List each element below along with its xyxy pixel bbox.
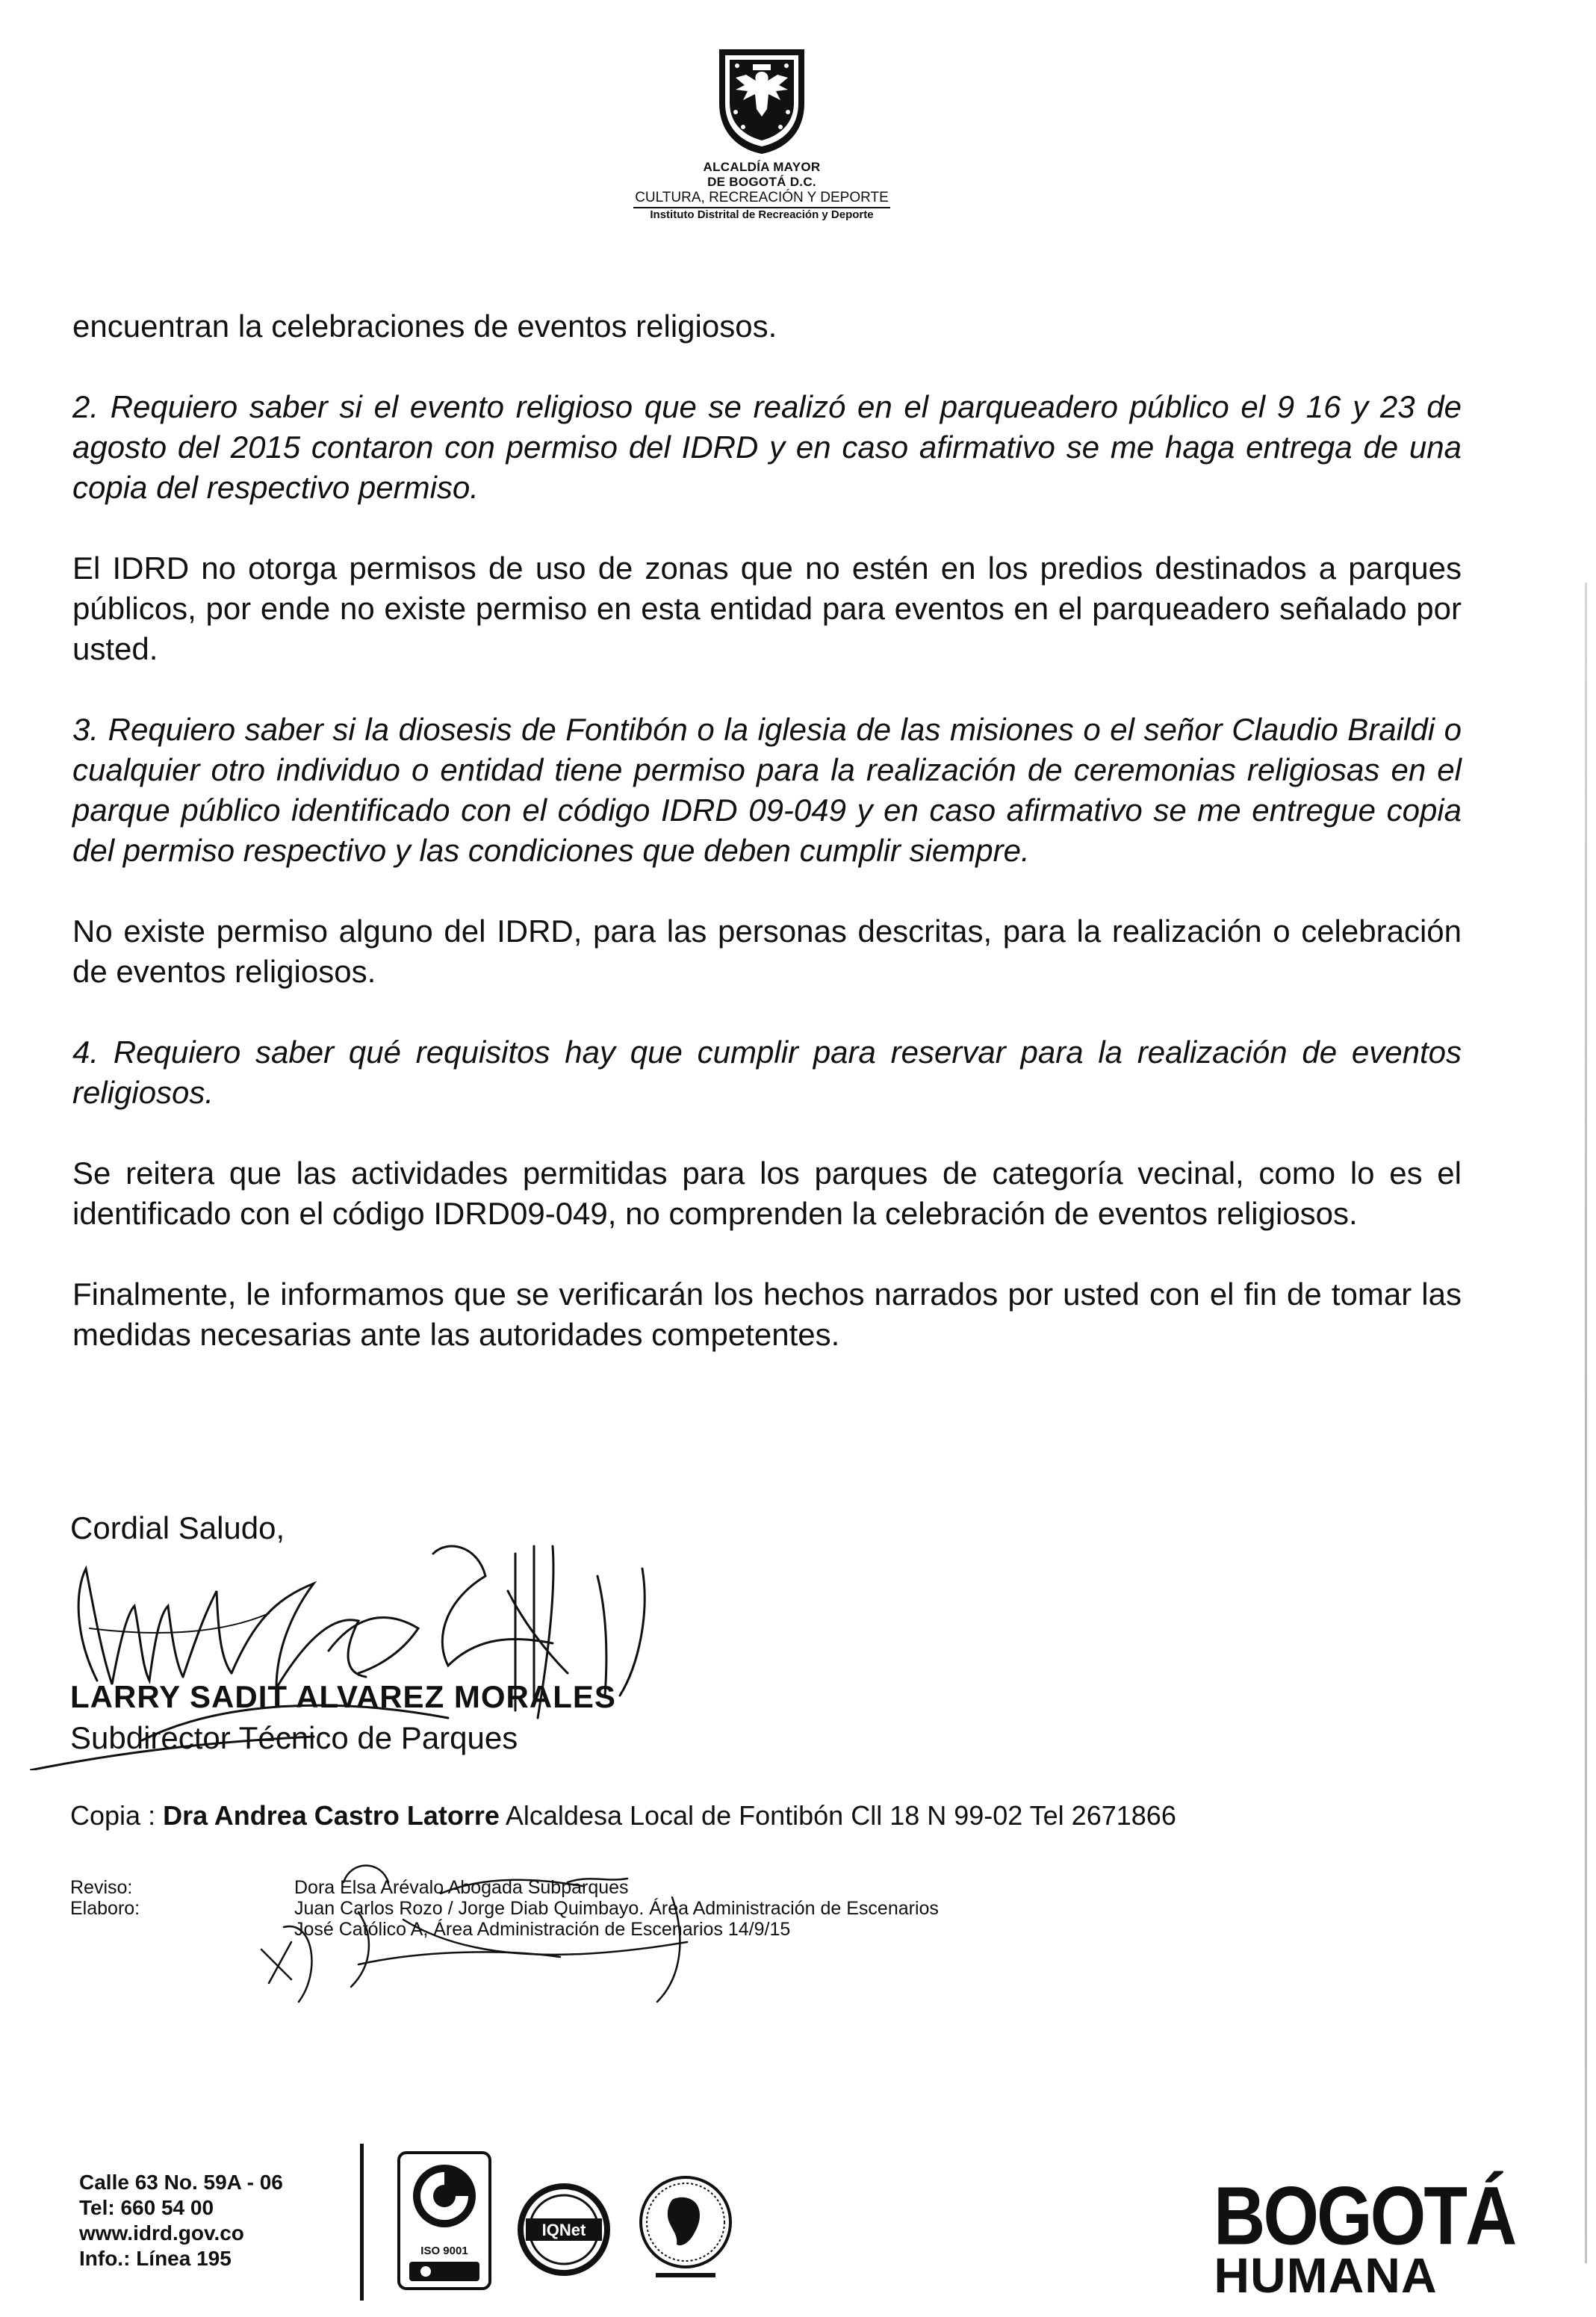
reviso-value: Dora Elsa Arévalo Abogada Subparques	[294, 1877, 629, 1898]
letter-body	[72, 306, 1462, 1355]
elaboro-value-1: Juan Carlos Rozo / Jorge Diab Quimbayo. Área Administración de Escenarios	[294, 1898, 939, 1919]
brand-top-text: BOGOTÁ	[1214, 2170, 1515, 2262]
question-4: 4. Requiero saber qué requisitos hay que cumplir para reservar para la realización de eventos religiosos.	[72, 1035, 1462, 1110]
letterhead-sector: CULTURA, RECREACIÓN Y DEPORTE	[633, 190, 890, 208]
bogota-coat-of-arms-icon	[713, 45, 810, 157]
footer-divider	[360, 2144, 364, 2301]
letterhead-line-2: DE BOGOTÁ D.C.	[707, 175, 816, 189]
icontec-certification-seal-icon	[396, 2150, 493, 2292]
copy-recipient-name: Dra Andrea Castro Latorre	[163, 1800, 500, 1831]
question-2: 2. Requiero saber si el evento religioso que se realizó en el parqueadero público el 9 16 y 23 de agosto del 2015 contaron con permiso del IDRD y en caso afirmativo se me haga entrega de una copia del respectivo permiso.	[72, 389, 1462, 505]
elaboro-label: Elaboro:	[70, 1898, 140, 1919]
copy-recipient-details: Alcaldesa Local de Fontibón Cll 18 N 99-02 Tel 2671866	[499, 1800, 1176, 1831]
review-initials-marks	[239, 1852, 822, 2009]
colombia-quality-seal-icon	[633, 2170, 738, 2289]
footer-phone: Tel: 660 54 00	[79, 2196, 214, 2219]
footer-address: Calle 63 No. 59A - 06	[79, 2171, 283, 2194]
copy-line	[70, 1800, 1176, 1831]
iqnet-label: IQNet	[541, 2221, 586, 2239]
answer-4: Se reitera que las actividades permitidas para los parques de categoría vecinal, como lo es el identificado con el código IDRD09-049, no comprenden la celebración de eventos religiosos.	[72, 1156, 1462, 1231]
answer-2: El IDRD no otorga permisos de uso de zonas que no estén en los predios destinados a parques públicos, por ende no existe permiso en esta entidad para eventos en el parqueadero señalado por usted.	[72, 550, 1462, 666]
signer-role: Subdirector Técnico de Parques	[70, 1720, 518, 1755]
question-3: 3. Requiero saber si la diosesis de Fontibón o la iglesia de las misiones o el señor Claudio Braildi o cualquier otro individuo o entidad tiene permiso para la realización de ceremonias religiosas en el parque público identificado con el código IDRD 09-049 y en caso afirmativo se me entregue copia del permiso respectivo y las condiciones que deben cumplir siempre.	[72, 712, 1462, 868]
footer-info-line: Info.: Línea 195	[79, 2247, 232, 2270]
footer-website: www.idrd.gov.co	[79, 2221, 244, 2245]
answer-3: No existe permiso alguno del IDRD, para las personas descritas, para la realización o celebración de eventos religiosos.	[72, 914, 1462, 989]
final-paragraph: Finalmente, le informamos que se verificarán los hechos narrados por usted con el fin de tomar las medidas necesarias ante las autoridades competentes.	[72, 1277, 1462, 1352]
letterhead	[568, 45, 956, 221]
iso-label: ISO 9001	[420, 2245, 468, 2257]
intro-paragraph: encuentran la celebraciones de eventos religiosos.	[72, 308, 777, 344]
elaboro-value-2: José Católico A, Área Administración de Escenarios 14/9/15	[294, 1919, 791, 1940]
iqnet-certification-seal-icon	[515, 2181, 612, 2278]
letterhead-institute: Instituto Distrital de Recreación y Deporte	[650, 208, 874, 221]
signer-name: LARRY SADIT ALVAREZ MORALES	[70, 1679, 616, 1714]
scan-edge-artifact	[1585, 583, 1587, 2263]
reviso-label: Reviso:	[70, 1877, 133, 1898]
brand-bottom-text: HUMANA	[1214, 2248, 1438, 2303]
salutation: Cordial Saludo,	[70, 1510, 285, 1545]
letterhead-line-1: ALCALDÍA MAYOR	[703, 160, 821, 174]
footer-contact	[79, 2170, 283, 2271]
copy-prefix: Copia :	[70, 1800, 164, 1831]
bogota-humana-logo	[1214, 2170, 1515, 2303]
